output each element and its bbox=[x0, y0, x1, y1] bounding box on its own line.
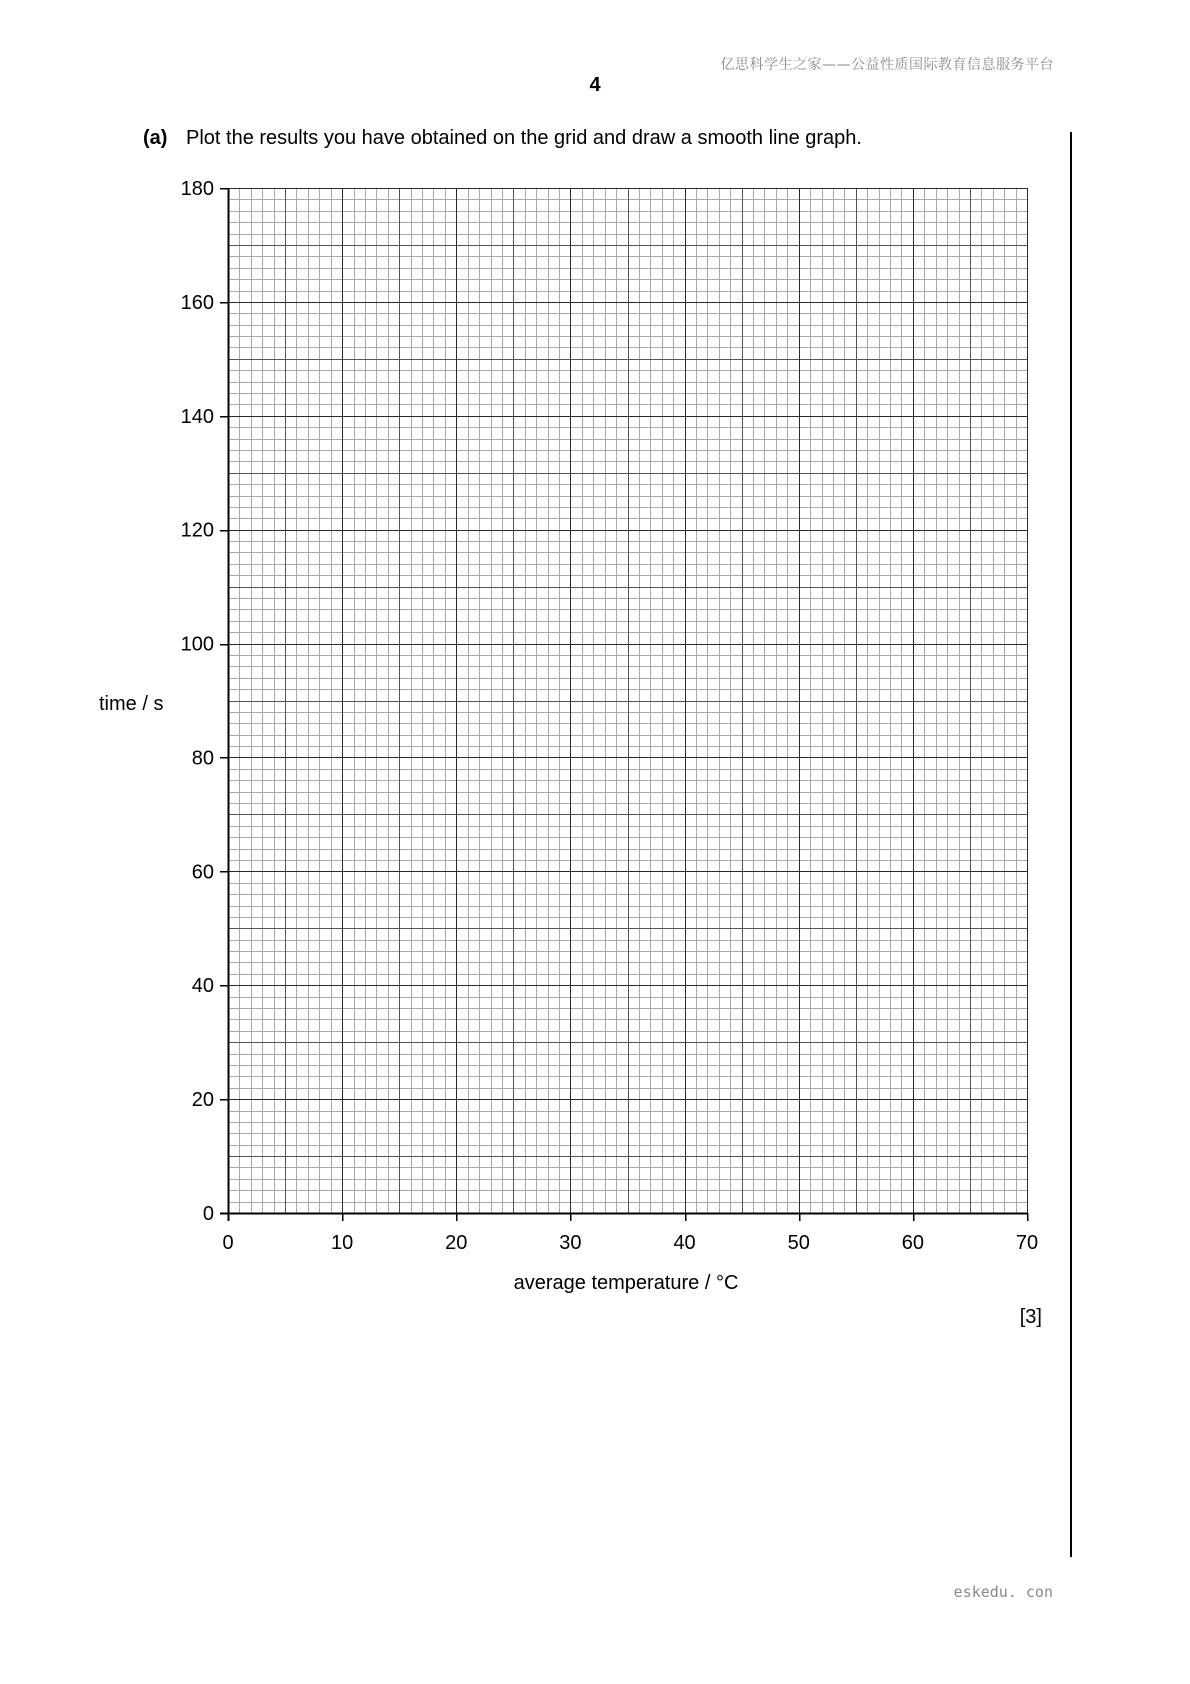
y-tick-label: 160 bbox=[180, 291, 214, 314]
y-tick-label: 80 bbox=[191, 747, 214, 770]
question-label: (a) bbox=[143, 127, 168, 149]
y-tick-label: 0 bbox=[202, 1203, 214, 1225]
x-tick-label: 0 bbox=[222, 1232, 234, 1254]
x-tick-label: 10 bbox=[331, 1232, 354, 1254]
footer-watermark: eskedu. con bbox=[953, 1583, 1053, 1601]
y-tick-label: 60 bbox=[191, 861, 214, 884]
y-tick-label: 100 bbox=[180, 633, 214, 656]
y-tick-label: 40 bbox=[191, 975, 214, 998]
y-tick-label: 20 bbox=[191, 1089, 214, 1112]
y-tick-label: 180 bbox=[180, 178, 214, 200]
x-tick-label: 40 bbox=[673, 1232, 696, 1254]
mid-grid bbox=[228, 188, 1027, 1213]
ticks bbox=[220, 189, 1028, 1222]
x-tick-label: 50 bbox=[787, 1232, 810, 1254]
tick-labels bbox=[181, 178, 1039, 1254]
minor-grid bbox=[228, 188, 1027, 1213]
y-tick-label: 140 bbox=[180, 405, 214, 428]
axes bbox=[220, 188, 1027, 1221]
x-tick-label: 20 bbox=[445, 1232, 468, 1254]
x-axis-label: average temperature / °C bbox=[513, 1272, 739, 1294]
x-tick-label: 60 bbox=[901, 1232, 924, 1254]
marks-label: [3] bbox=[1019, 1306, 1042, 1328]
major-grid bbox=[228, 188, 1028, 1214]
page-number: 4 bbox=[589, 74, 601, 96]
y-axis-label: time / s bbox=[99, 693, 164, 715]
y-tick-label: 120 bbox=[180, 519, 214, 542]
x-tick-label: 70 bbox=[1015, 1232, 1039, 1254]
header-watermark: 亿思科学生之家——公益性质国际教育信息服务平台 bbox=[720, 57, 1054, 73]
x-tick-label: 30 bbox=[559, 1232, 582, 1254]
question-text: Plot the results you have obtained on the grid and draw a smooth line graph. bbox=[186, 127, 862, 149]
